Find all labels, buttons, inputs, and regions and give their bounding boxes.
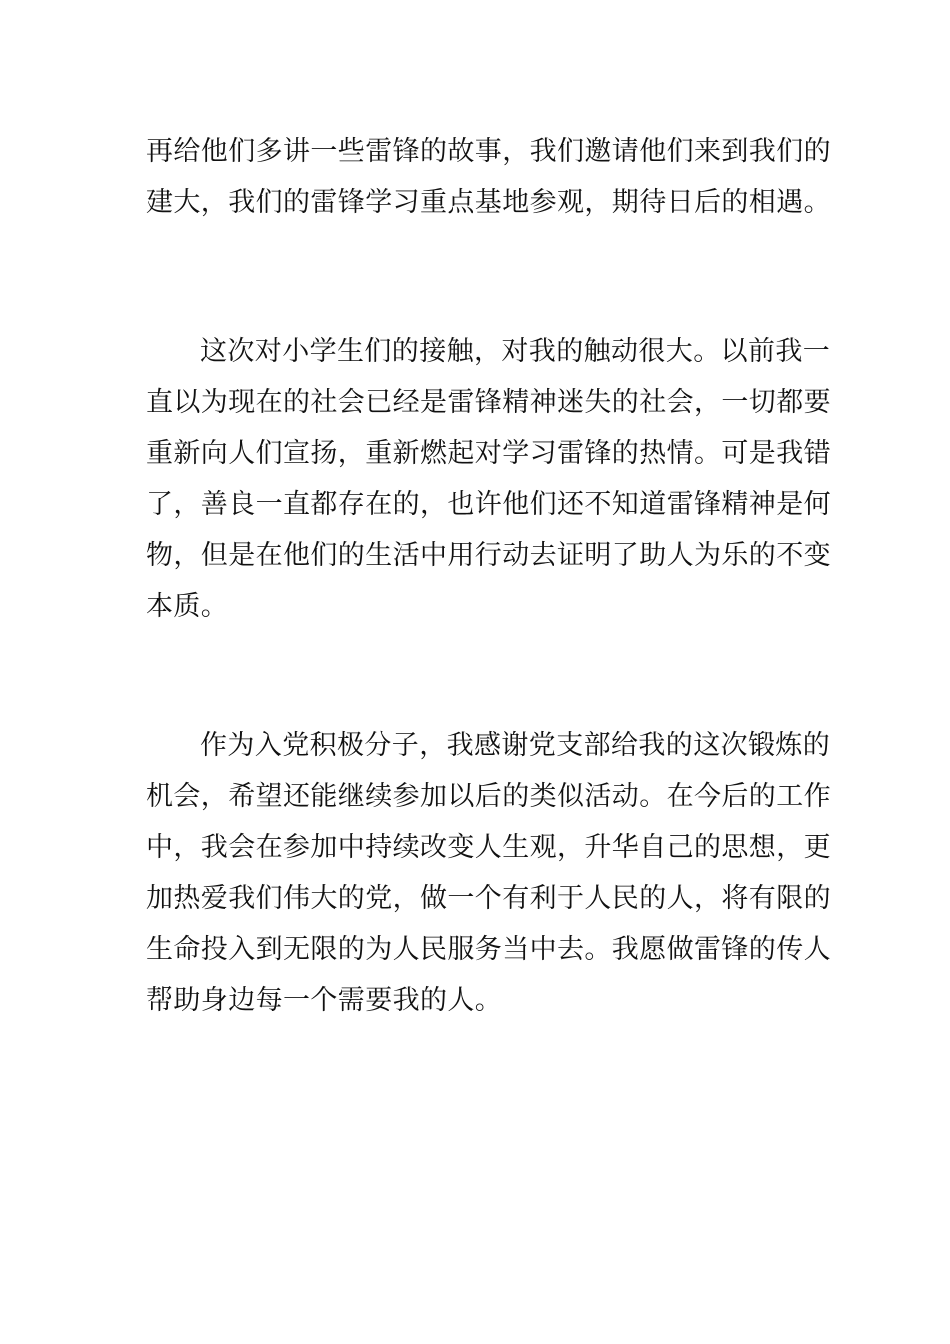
paragraph-reflection [146, 326, 831, 632]
text-line: 再给他们多讲一些雷锋的故事，我们邀请他们来到我们的 [146, 136, 831, 167]
text-line: 机会，希望还能继续参加以后的类似活动。在今后的工作 [146, 781, 831, 812]
text-line: 帮助身边每一个需要我的人。 [146, 985, 503, 1016]
paragraph-continuation [146, 126, 831, 228]
text-line: 中，我会在参加中持续改变人生观，升华自己的思想，更 [146, 832, 831, 863]
text-line: 作为入党积极分子，我感谢党支部给我的这次锻炼的 [200, 730, 831, 761]
text-line: 直以为现在的社会已经是雷锋精神迷失的社会，一切都要 [146, 387, 831, 418]
text-line: 本质。 [146, 591, 229, 622]
text-line: 了，善良一直都存在的，也许他们还不知道雷锋精神是何 [146, 489, 831, 520]
text-line: 建大，我们的雷锋学习重点基地参观，期待日后的相遇。 [146, 187, 831, 218]
text-line: 物，但是在他们的生活中用行动去证明了助人为乐的不变 [146, 540, 831, 571]
text-line: 生命投入到无限的为人民服务当中去。我愿做雷锋的传人 [146, 934, 831, 965]
text-line: 加热爱我们伟大的党，做一个有利于人民的人，将有限的 [146, 883, 831, 914]
paragraph-conclusion [146, 720, 831, 1026]
text-line: 重新向人们宣扬，重新燃起对学习雷锋的热情。可是我错 [146, 438, 831, 469]
text-line: 这次对小学生们的接触，对我的触动很大。以前我一 [200, 336, 831, 367]
